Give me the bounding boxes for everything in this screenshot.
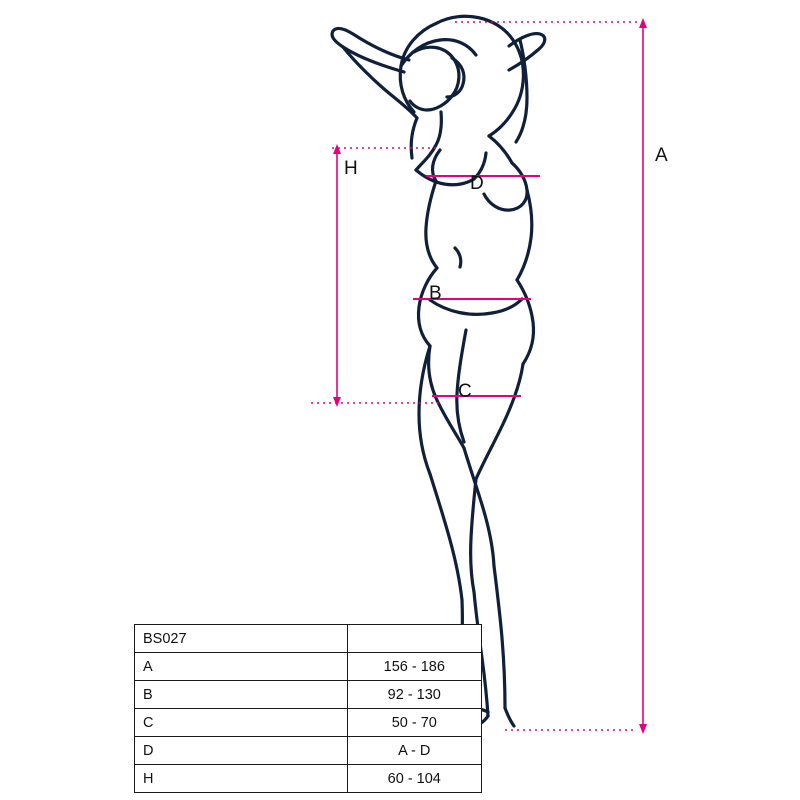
table-cell-code: C [135, 709, 348, 737]
table-row [135, 737, 482, 765]
label-B: B [429, 283, 442, 304]
table-cell-value: 60 - 104 [347, 765, 481, 793]
table-cell-code: BS027 [135, 625, 348, 653]
label-D: D [470, 173, 484, 194]
table-row [135, 653, 482, 681]
label-A: A [655, 145, 668, 166]
table-row [135, 765, 482, 793]
table-cell-value: 156 - 186 [347, 653, 481, 681]
table-cell-code: D [135, 737, 348, 765]
label-C: C [458, 381, 472, 402]
table-row [135, 681, 482, 709]
table-cell-code: A [135, 653, 348, 681]
table-row [135, 709, 482, 737]
label-H: H [344, 158, 358, 179]
table-cell-value: 92 - 130 [347, 681, 481, 709]
table-cell-value: 50 - 70 [347, 709, 481, 737]
table-cell-code: H [135, 765, 348, 793]
body-outline [332, 16, 545, 728]
table-cell-code: B [135, 681, 348, 709]
table-cell-value [347, 625, 481, 653]
size-table [134, 624, 482, 793]
table-row-header [135, 625, 482, 653]
table-cell-value: A - D [347, 737, 481, 765]
